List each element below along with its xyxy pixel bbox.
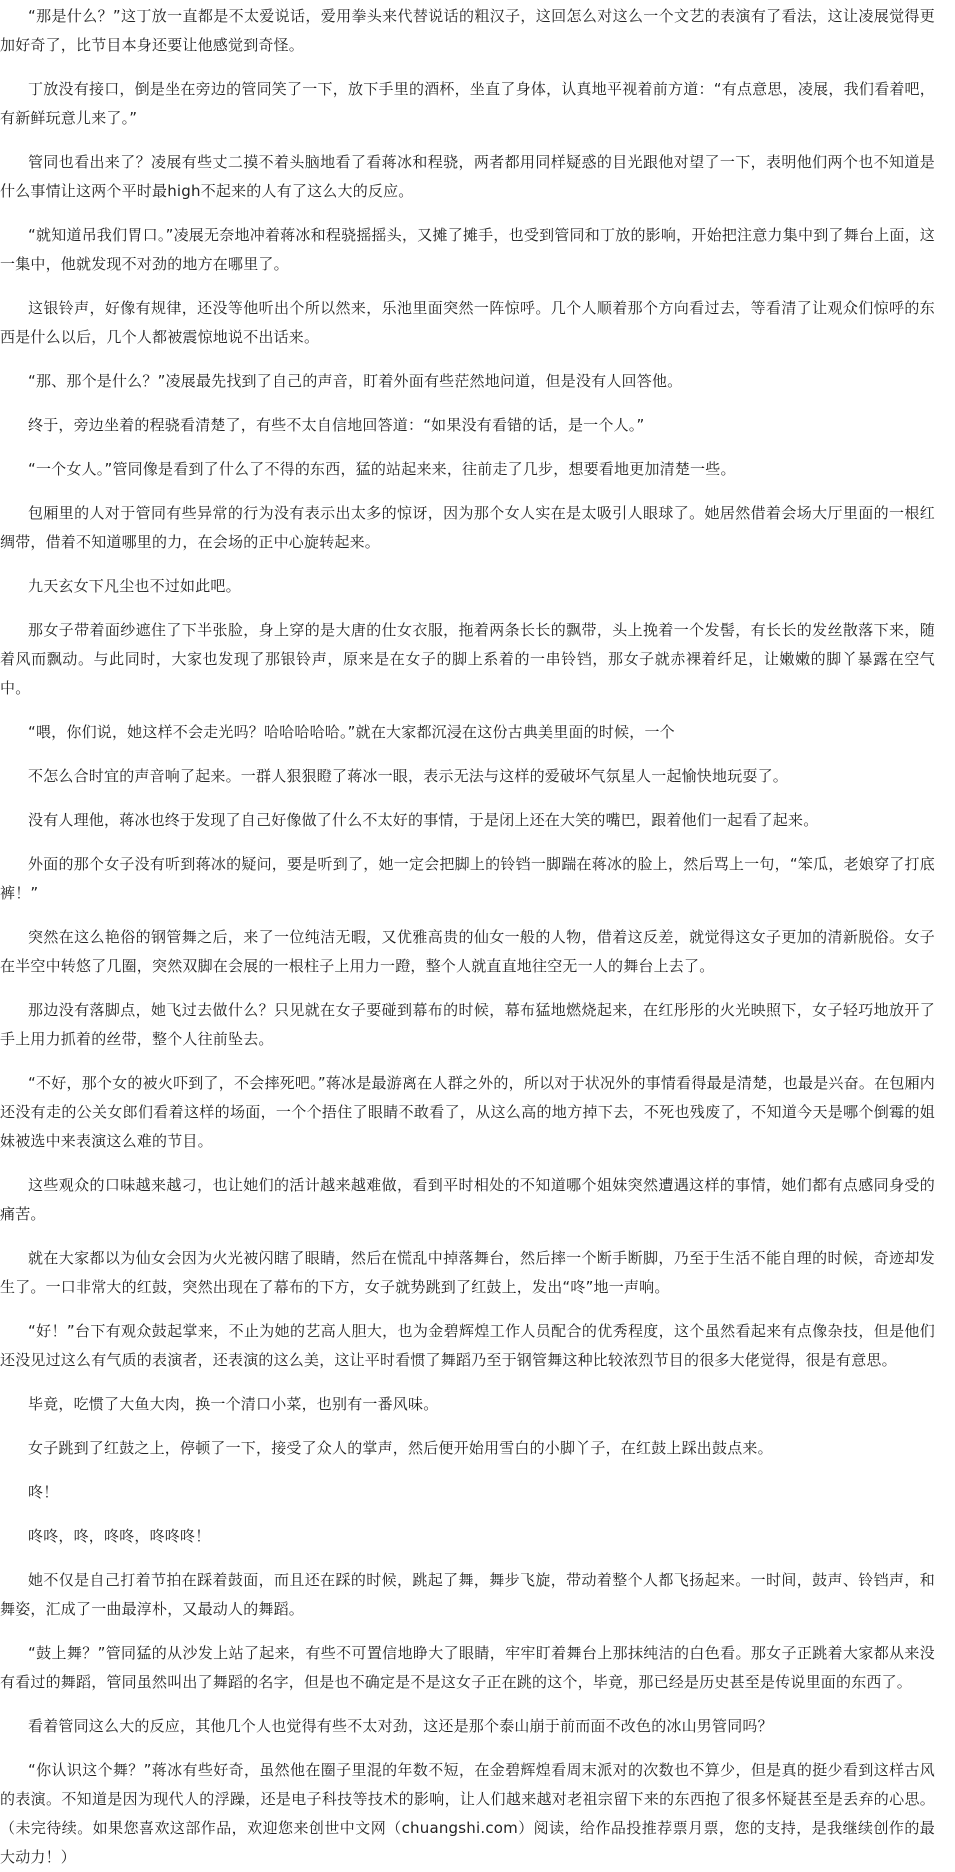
paragraph-gap (0, 279, 935, 294)
paragraph: “那、那个是什么？”凌展最先找到了自己的声音，盯着外面有些茫然地问道，但是没有人回答他。 (28, 372, 683, 390)
paragraph: “你认识这个舞？”蒋冰有些好奇，虽然他在圈子里混的年数不短，在金碧辉煌看周末派对的次数也不算少，但是真的挺少看到这样古风的表演。不知道是因为现代人的浮躁，还是电子科技等技术的影响，让人们越来越对老祖宗留下来的东西抱了很多怀疑甚至是丢弃的心思。（未完待续。如果您喜欢这部作品，欢迎您来创世中文网（chuangshi.com）阅读，给作品投推荐票月票，您的支持，是我继续创作的最大动力！） (0, 1761, 935, 1866)
paragraph-gap (0, 908, 935, 923)
paragraph-gap (0, 1741, 935, 1756)
paragraph: 咚！ (28, 1483, 59, 1501)
paragraph-gap (0, 1156, 935, 1171)
paragraph-gap (0, 352, 935, 367)
paragraph-gap (0, 601, 935, 616)
paragraph: 没有人理他，蒋冰也终于发现了自己好像做了什么不太好的事情，于是闭上还在大笑的嘴巴，跟着他们一起看了起来。 (28, 811, 819, 829)
paragraph: 毕竟，吃惯了大鱼大肉，换一个清口小菜，也别有一番风味。 (28, 1395, 439, 1413)
paragraph: 突然在这么艳俗的钢管舞之后，来了一位纯洁无暇，又优雅高贵的仙女一般的人物，借着这反差，就觉得这女子更加的清新脱俗。女子在半空中转悠了几圈，突然双脚在会展的一根柱子上用力一蹬，整个人就直直地往空无一人的舞台上去了。 (0, 928, 935, 975)
paragraph-gap (0, 791, 935, 806)
paragraph: 不怎么合时宜的声音响了起来。一群人狠狠瞪了蒋冰一眼，表示无法与这样的爱破坏气氛星人一起愉快地玩耍了。 (28, 767, 789, 785)
paragraph-gap (0, 1375, 935, 1390)
paragraph-gap (0, 1624, 935, 1639)
paragraph: 咚咚，咚，咚咚，咚咚咚！ (28, 1527, 211, 1545)
paragraph-gap (0, 1463, 935, 1478)
paragraph: 女子跳到了红鼓之上，停顿了一下，接受了众人的掌声，然后便开始用雪白的小脚丫子，在红鼓上踩出鼓点来。 (28, 1439, 773, 1457)
paragraph-gap (0, 484, 935, 499)
paragraph: “那是什么？”这丁放一直都是不太爱说话，爱用拳头来代替说话的粗汉子，这回怎么对这么一个文艺的表演有了看法，这让凌展觉得更加好奇了，比节目本身还要让他感觉到奇怪。 (0, 7, 935, 54)
paragraph: 九天玄女下凡尘也不过如此吧。 (28, 577, 241, 595)
paragraph: 管同也看出来了？凌展有些丈二摸不着头脑地看了看蒋冰和程骁，两者都用同样疑惑的目光跟他对望了一下，表明他们两个也不知道是什么事情让这两个平时最high不起来的人有了这么大的反应。 (0, 153, 935, 200)
paragraph-gap (0, 557, 935, 572)
paragraph-gap (0, 1302, 935, 1317)
paragraph: “不好，那个女的被火吓到了，不会摔死吧。”蒋冰是最游离在人群之外的，所以对于状况外的事情看得最是清楚，也最是兴奋。在包厢内还没有走的公关女郎们看着这样的场面，一个个捂住了眼睛不敢看了，从这么高的地方掉下去，不死也残废了，不知道今天是哪个倒霉的姐妹被选中来表演这么难的节目。 (0, 1074, 935, 1150)
paragraph: 丁放没有接口，倒是坐在旁边的管同笑了一下，放下手里的酒杯，坐直了身体，认真地平视着前方道：“有点意思，凌展，我们看着吧，有新鲜玩意儿来了。” (0, 80, 935, 127)
paragraph: “一个女人。”管同像是看到了什么了不得的东西，猛的站起来来，往前走了几步，想要看地更加清楚一些。 (28, 460, 736, 478)
paragraph-gap (0, 1229, 935, 1244)
paragraph-gap (0, 133, 935, 148)
paragraph-gap (0, 1507, 935, 1522)
paragraph-gap (0, 440, 935, 455)
paragraph: 那边没有落脚点，她飞过去做什么？只见就在女子要碰到幕布的时候，幕布猛地燃烧起来，在红彤彤的火光映照下，女子轻巧地放开了手上用力抓着的丝带，整个人往前坠去。 (0, 1001, 935, 1048)
paragraph-gap (0, 206, 935, 221)
paragraph-gap (0, 835, 935, 850)
paragraph-gap (0, 747, 935, 762)
paragraph: “喂，你们说，她这样不会走光吗？哈哈哈哈哈。”就在大家都沉浸在这份古典美里面的时候，一个 (28, 723, 675, 741)
paragraph-gap (0, 1054, 935, 1069)
paragraph: 那女子带着面纱遮住了下半张脸，身上穿的是大唐的仕女衣服，拖着两条长长的飘带，头上挽着一个发髻，有长长的发丝散落下来，随着风而飘动。与此同时，大家也发现了那银铃声，原来是在女子的脚上系着的一串铃铛，那女子就赤裸着纤足，让嫩嫩的脚丫暴露在空气中。 (0, 621, 935, 697)
paragraph-gap (0, 60, 935, 75)
paragraph: 这些观众的口味越来越刁，也让她们的活计越来越难做，看到平时相处的不知道哪个姐妹突然遭遇这样的事情，她们都有点感同身受的痛苦。 (0, 1176, 935, 1223)
paragraph-gap (0, 1697, 935, 1712)
paragraph: “好！”台下有观众鼓起掌来，不止为她的艺高人胆大，也为金碧辉煌工作人员配合的优秀程度，这个虽然看起来有点像杂技，但是他们还没见过这么有气质的表演者，还表演的这么美，这让平时看惯了舞蹈乃至于钢管舞这种比较浓烈节目的很多大佬觉得，很是有意思。 (0, 1322, 935, 1369)
paragraph-gap (0, 1419, 935, 1434)
paragraph: “鼓上舞？”管同猛的从沙发上站了起来，有些不可置信地睁大了眼睛，牢牢盯着舞台上那抹纯洁的白色看。那女子正跳着大家都从来没有看过的舞蹈，管同虽然叫出了舞蹈的名字，但是也不确定是不是这女子正在跳的这个，毕竟，那已经是历史甚至是传说里面的东西了。 (0, 1644, 935, 1691)
paragraph: 看着管同这么大的反应，其他几个人也觉得有些不太对劲，这还是那个泰山崩于前而面不改色的冰山男管同吗？ (28, 1717, 773, 1735)
paragraph: 就在大家都以为仙女会因为火光被闪瞎了眼睛，然后在慌乱中掉落舞台，然后摔一个断手断脚，乃至于生活不能自理的时候，奇迹却发生了。一口非常大的红鼓，突然出现在了幕布的下方，女子就势跳到了红鼓上，发出“咚”地一声响。 (0, 1249, 935, 1296)
paragraph: 她不仅是自己打着节拍在踩着鼓面，而且还在踩的时候，跳起了舞，舞步飞旋，带动着整个人都飞扬起来。一时间，鼓声、铃铛声，和舞姿，汇成了一曲最淳朴，又最动人的舞蹈。 (0, 1571, 935, 1618)
paragraph: 包厢里的人对于管同有些异常的行为没有表示出太多的惊讶，因为那个女人实在是太吸引人眼球了。她居然借着会场大厅里面的一根红绸带，借着不知道哪里的力，在会场的正中心旋转起来。 (0, 504, 935, 551)
paragraph-gap (0, 703, 935, 718)
paragraph: 这银铃声，好像有规律，还没等他听出个所以然来，乐池里面突然一阵惊呼。几个人顺着那个方向看过去，等看清了让观众们惊呼的东西是什么以后，几个人都被震惊地说不出话来。 (0, 299, 935, 346)
paragraph: “就知道吊我们胃口。”凌展无奈地冲着蒋冰和程骁摇摇头，又摊了摊手，也受到管同和丁放的影响，开始把注意力集中到了舞台上面，这一集中，他就发现不对劲的地方在哪里了。 (0, 226, 935, 273)
paragraph: 终于，旁边坐着的程骁看清楚了，有些不太自信地回答道：“如果没有看错的话，是一个人。” (28, 416, 645, 434)
paragraph-gap (0, 396, 935, 411)
paragraph: 外面的那个女子没有听到蒋冰的疑问，要是听到了，她一定会把脚上的铃铛一脚踹在蒋冰的脸上，然后骂上一句，“笨瓜，老娘穿了打底裤！” (0, 855, 935, 902)
paragraph-gap (0, 1551, 935, 1566)
paragraph-gap (0, 981, 935, 996)
